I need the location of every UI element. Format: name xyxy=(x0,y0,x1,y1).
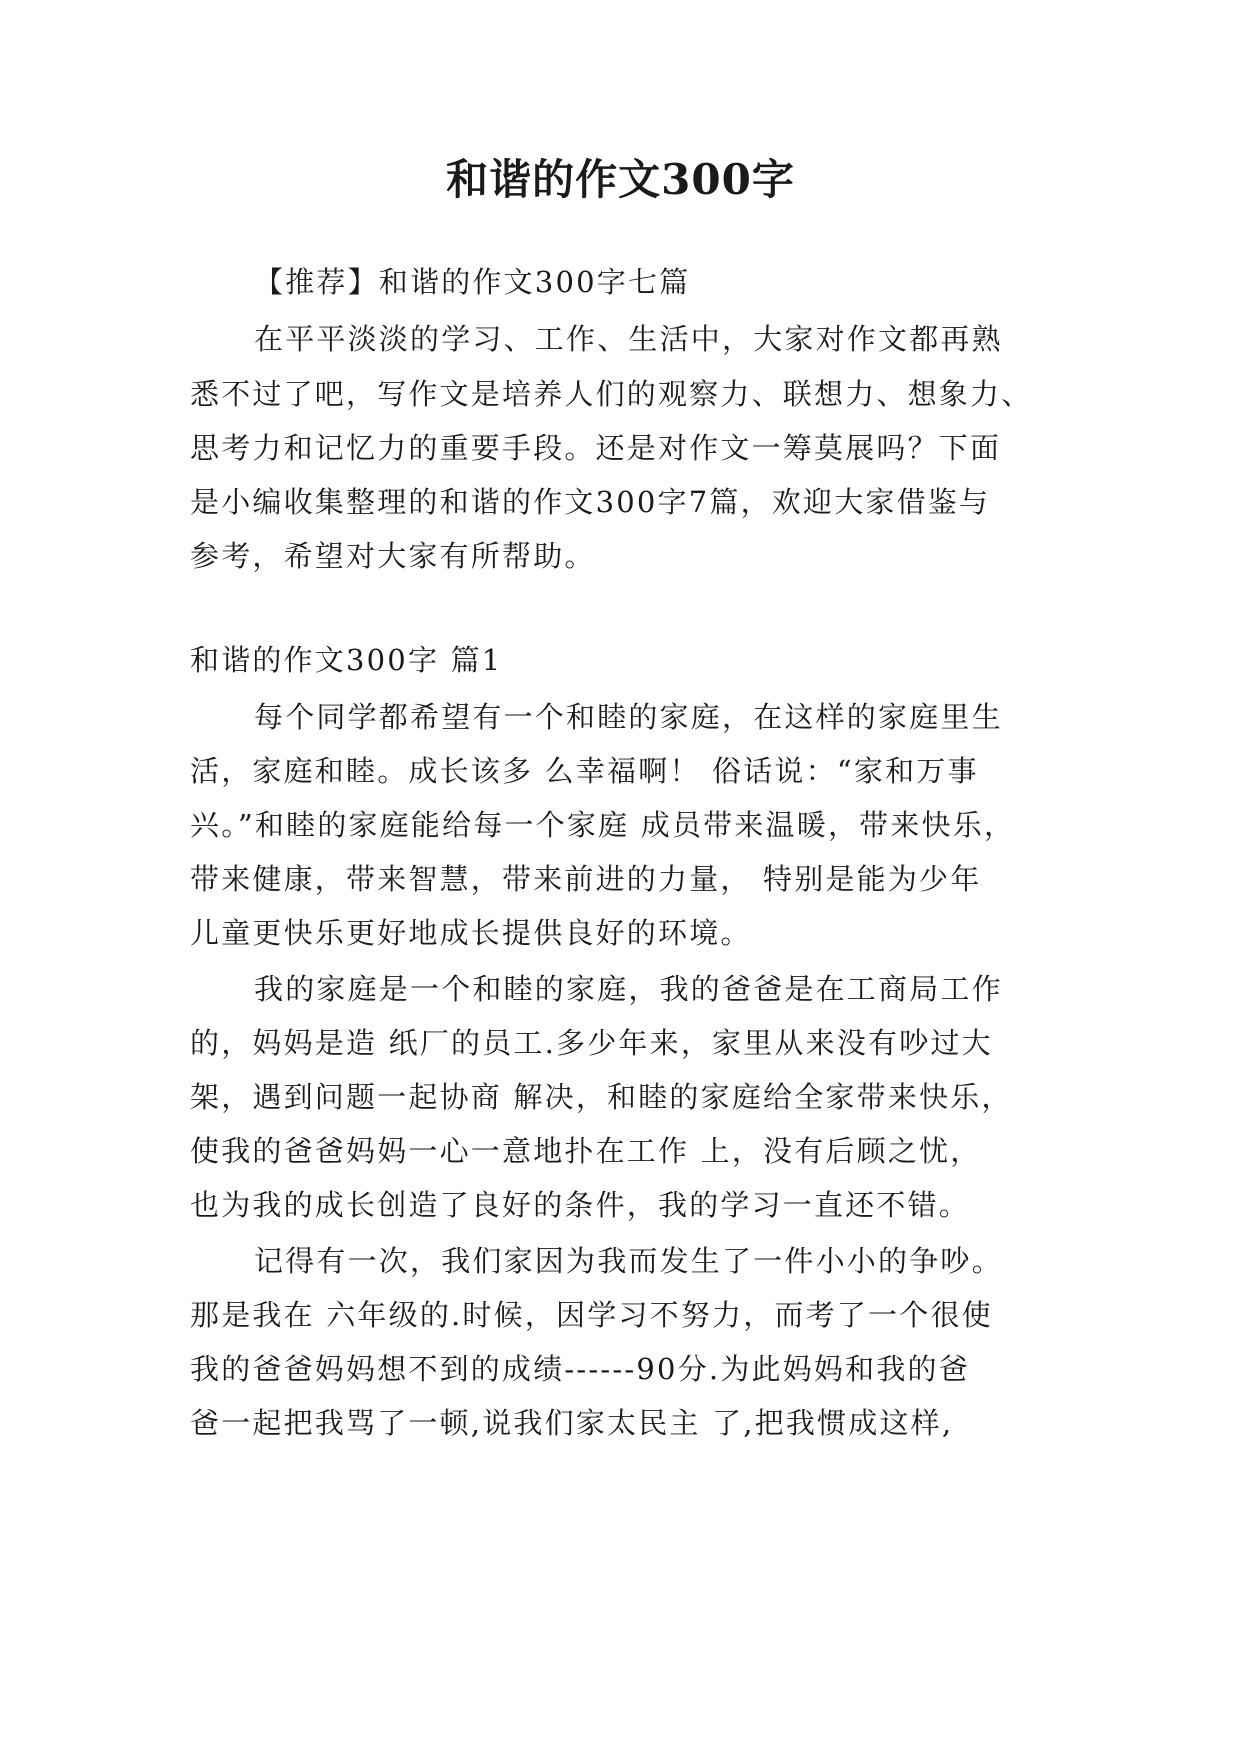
intro-line-2: 悉不过了吧，写作文是培养人们的观察力、联想力、想象力、 xyxy=(190,377,1033,411)
intro-line-1: 在平平淡淡的学习、工作、生活中，大家对作文都再熟 xyxy=(254,322,1003,356)
paragraph1-line-1: 每个同学都希望有一个和睦的家庭，在这样的家庭里生 xyxy=(254,700,1003,734)
paragraph1-line-3: 兴。”和睦的家庭能给每一个家庭 成员带来温暖，带来快乐， xyxy=(190,808,1016,842)
document-title: 和谐的作文300字 xyxy=(446,155,795,204)
paragraph3-line-4: 爸一起把我骂了一顿,说我们家太民主 了,把我惯成这样, xyxy=(190,1406,954,1440)
paragraph2-line-4: 使我的爸爸妈妈一心一意地扑在工作 上，没有后顾之忧， xyxy=(190,1134,982,1168)
paragraph2-line-1: 我的家庭是一个和睦的家庭，我的爸爸是在工商局工作 xyxy=(254,972,1003,1006)
intro-line-5: 参考，希望对大家有所帮助。 xyxy=(190,539,596,573)
paragraph1-line-5: 儿童更快乐更好地成长提供良好的环境。 xyxy=(190,916,752,950)
paragraph2-line-2: 的，妈妈是造 纸厂的员工.多少年来，家里从来没有吵过大 xyxy=(190,1026,993,1060)
paragraph3-line-3: 我的爸爸妈妈想不到的成绩------90分.为此妈妈和我的爸 xyxy=(190,1352,970,1386)
paragraph3-line-1: 记得有一次，我们家因为我而发生了一件小小的争吵。 xyxy=(254,1244,1003,1278)
intro-line-3: 思考力和记忆力的重要手段。还是对作文一筹莫展吗？下面 xyxy=(190,431,1002,465)
recommend-line: 【推荐】和谐的作文300字七篇 xyxy=(254,265,691,299)
paragraph3-line-2: 那是我在 六年级的.时候，因学习不努力，而考了一个很使 xyxy=(190,1298,993,1332)
paragraph2-line-3: 架，遇到问题一起协商 解决，和睦的家庭给全家带来快乐， xyxy=(190,1080,1013,1114)
section-heading: 和谐的作文300字 篇1 xyxy=(190,643,503,677)
intro-line-4: 是小编收集整理的和谐的作文300字7篇，欢迎大家借鉴与 xyxy=(190,485,991,519)
paragraph1-line-4: 带来健康，带来智慧，带来前进的力量， 特别是能为少年 xyxy=(190,862,982,896)
paragraph1-line-2: 活，家庭和睦。成长该多 么幸福啊！ 俗话说：“家和万事 xyxy=(190,754,979,788)
paragraph2-line-5: 也为我的成长创造了良好的条件，我的学习一直还不错。 xyxy=(190,1188,971,1222)
